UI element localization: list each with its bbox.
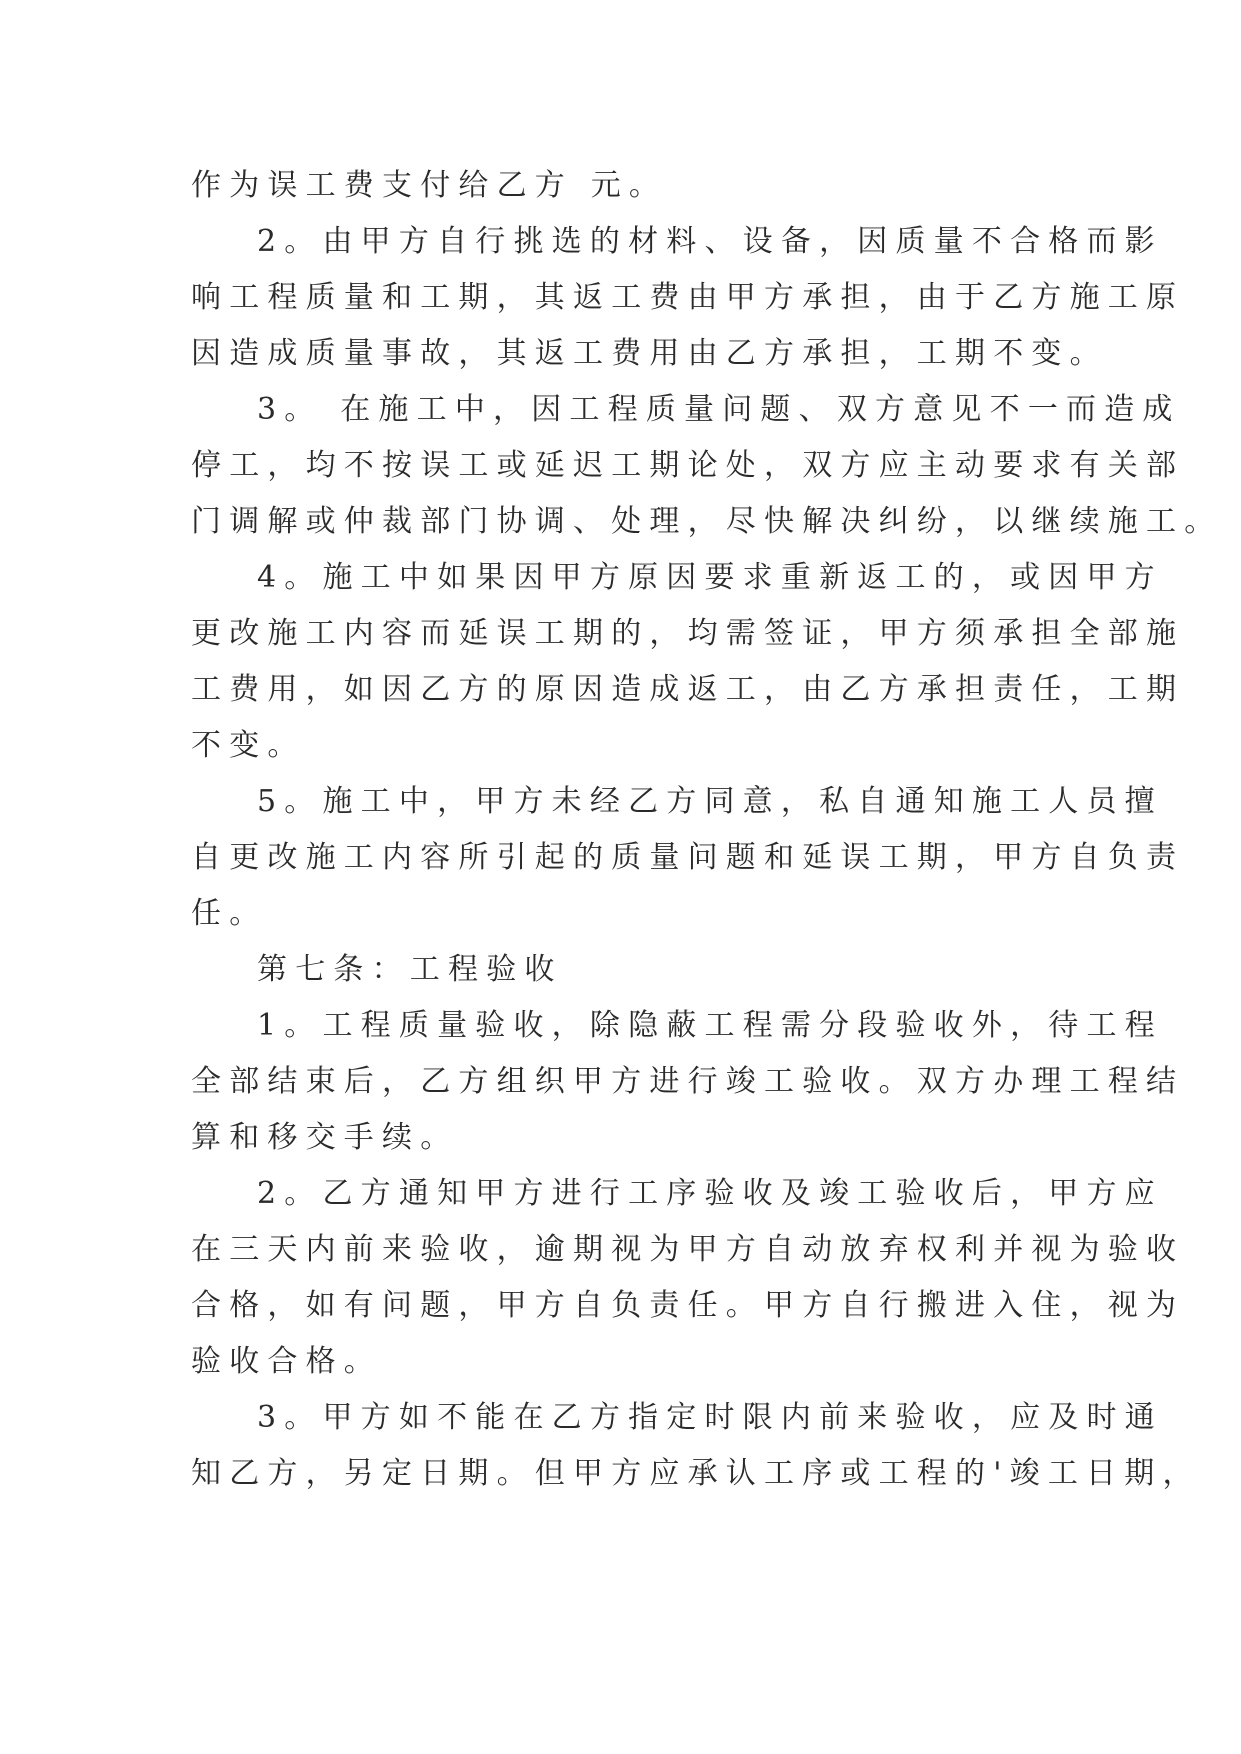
text-line: 不变。 xyxy=(191,728,306,763)
text-line: 在三天内前来验收，逾期视为甲方自动放弃权利并视为验收 xyxy=(191,1232,1185,1267)
text-line: 更改施工内容而延误工期的，均需签证，甲方须承担全部施 xyxy=(191,616,1185,651)
text-line: 自更改施工内容所引起的质量问题和延误工期，甲方自负责 xyxy=(191,840,1185,875)
text-line: 合格，如有问题，甲方自负责任。甲方自行搬进入住，视为 xyxy=(191,1288,1185,1323)
text-line: 工费用，如因乙方的原因造成返工，由乙方承担责任，工期 xyxy=(191,672,1185,707)
text-line: 因造成质量事故，其返工费用由乙方承担，工期不变。 xyxy=(191,336,1108,371)
text-line: 门调解或仲裁部门协调、处理，尽快解决纠纷，以继续施工。 xyxy=(191,504,1223,539)
text-line: 全部结束后，乙方组织甲方进行竣工验收。双方办理工程结 xyxy=(191,1064,1185,1099)
text-line: 3。甲方如不能在乙方指定时限内前来验收，应及时通 xyxy=(257,1400,1163,1435)
text-line: 作为误工费支付给乙方 元。 xyxy=(191,168,668,203)
text-line: 4。施工中如果因甲方原因要求重新返工的，或因甲方 xyxy=(257,560,1163,595)
document-body xyxy=(191,158,1223,1502)
text-line: 知乙方，另定日期。但甲方应承认工序或工程的'竣工日期， xyxy=(191,1456,1201,1491)
text-line: 响工程质量和工期，其返工费由甲方承担，由于乙方施工原 xyxy=(191,280,1185,315)
text-line: 停工，均不按误工或延迟工期论处，双方应主动要求有关部 xyxy=(191,448,1185,483)
section-heading: 第七条：工程验收 xyxy=(257,952,563,987)
text-line: 任。 xyxy=(191,896,268,931)
text-line: 验收合格。 xyxy=(191,1344,382,1379)
text-line: 算和移交手续。 xyxy=(191,1120,459,1155)
text-line: 3。 在施工中，因工程质量问题、双方意见不一而造成 xyxy=(257,392,1181,427)
text-line: 2。由甲方自行挑选的材料、设备，因质量不合格而影 xyxy=(257,224,1163,259)
text-line: 2。乙方通知甲方进行工序验收及竣工验收后，甲方应 xyxy=(257,1176,1163,1211)
text-line: 5。施工中，甲方未经乙方同意，私自通知施工人员擅 xyxy=(257,784,1163,819)
text-line: 1。工程质量验收，除隐蔽工程需分段验收外，待工程 xyxy=(257,1008,1163,1043)
